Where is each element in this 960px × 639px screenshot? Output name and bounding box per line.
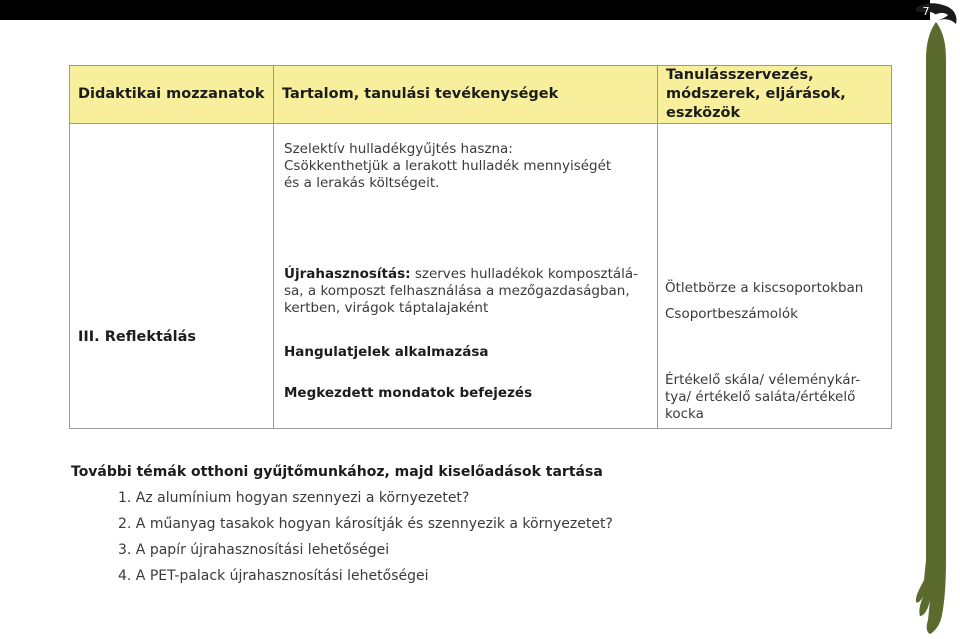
- header-didactic-moments: Didaktikai mozzanatok: [70, 66, 274, 124]
- recycling-text: Újrahasznosítás: szerves hulladékok komposztálá- sa, a komposzt felhasználása a mezőgazdaságban, kertben, virágok táptalajaként: [284, 266, 639, 316]
- content-cell: [274, 124, 658, 429]
- further-topics-list: [71, 489, 891, 585]
- table-row: [70, 124, 892, 429]
- emoji-activity: Hangulatjelek alkalmazása: [284, 344, 489, 360]
- list-item: 1. Az alumínium hogyan szennyezi a környezetet?: [118, 490, 470, 506]
- decorative-arm-icon: [912, 0, 960, 639]
- list-item: 2. A műanyag tasakok hogyan károsítják és szennyezik a környezetet?: [118, 516, 613, 532]
- list-item: 4. A PET-palack újrahasznosítási lehetőségei: [118, 568, 429, 584]
- selective-collection-text: Szelektív hulladékgyűjtés haszna: Csökkenthetjük a lerakott hulladék mennyiségét és a lerakás költségeit.: [284, 141, 612, 191]
- page-number: 7: [922, 5, 930, 18]
- methods-cell: [658, 124, 892, 429]
- stage-label: III. Reflektálás: [78, 329, 197, 345]
- group-report-method: Csoportbeszámolók: [665, 306, 798, 322]
- top-bar: [0, 0, 930, 20]
- header-organization-methods: Tanulásszervezés, módszerek, eljárások, eszközök: [658, 66, 892, 124]
- list-item: 3. A papír újrahasznosítási lehetőségei: [118, 542, 390, 558]
- lesson-plan-table: [69, 65, 892, 429]
- further-topics-title: További témák otthoni gyűjtőmunkához, majd kiselőadások tartása: [71, 464, 603, 480]
- stage-cell: [70, 124, 274, 429]
- header-content-activities: Tartalom, tanulási tevékenységek: [274, 66, 658, 124]
- table-header-row: [70, 66, 892, 124]
- recycling-label: Újrahasznosítás:: [284, 266, 411, 282]
- further-topics-section: [71, 463, 891, 593]
- brainstorm-method: Ötletbörze a kiscsoportokban: [665, 280, 864, 296]
- sentence-completion-activity: Megkezdett mondatok befejezés: [284, 385, 533, 401]
- evaluation-method: Értékelő skála/ véleménykár- tya/ értékelő saláta/értékelő kocka: [665, 372, 861, 422]
